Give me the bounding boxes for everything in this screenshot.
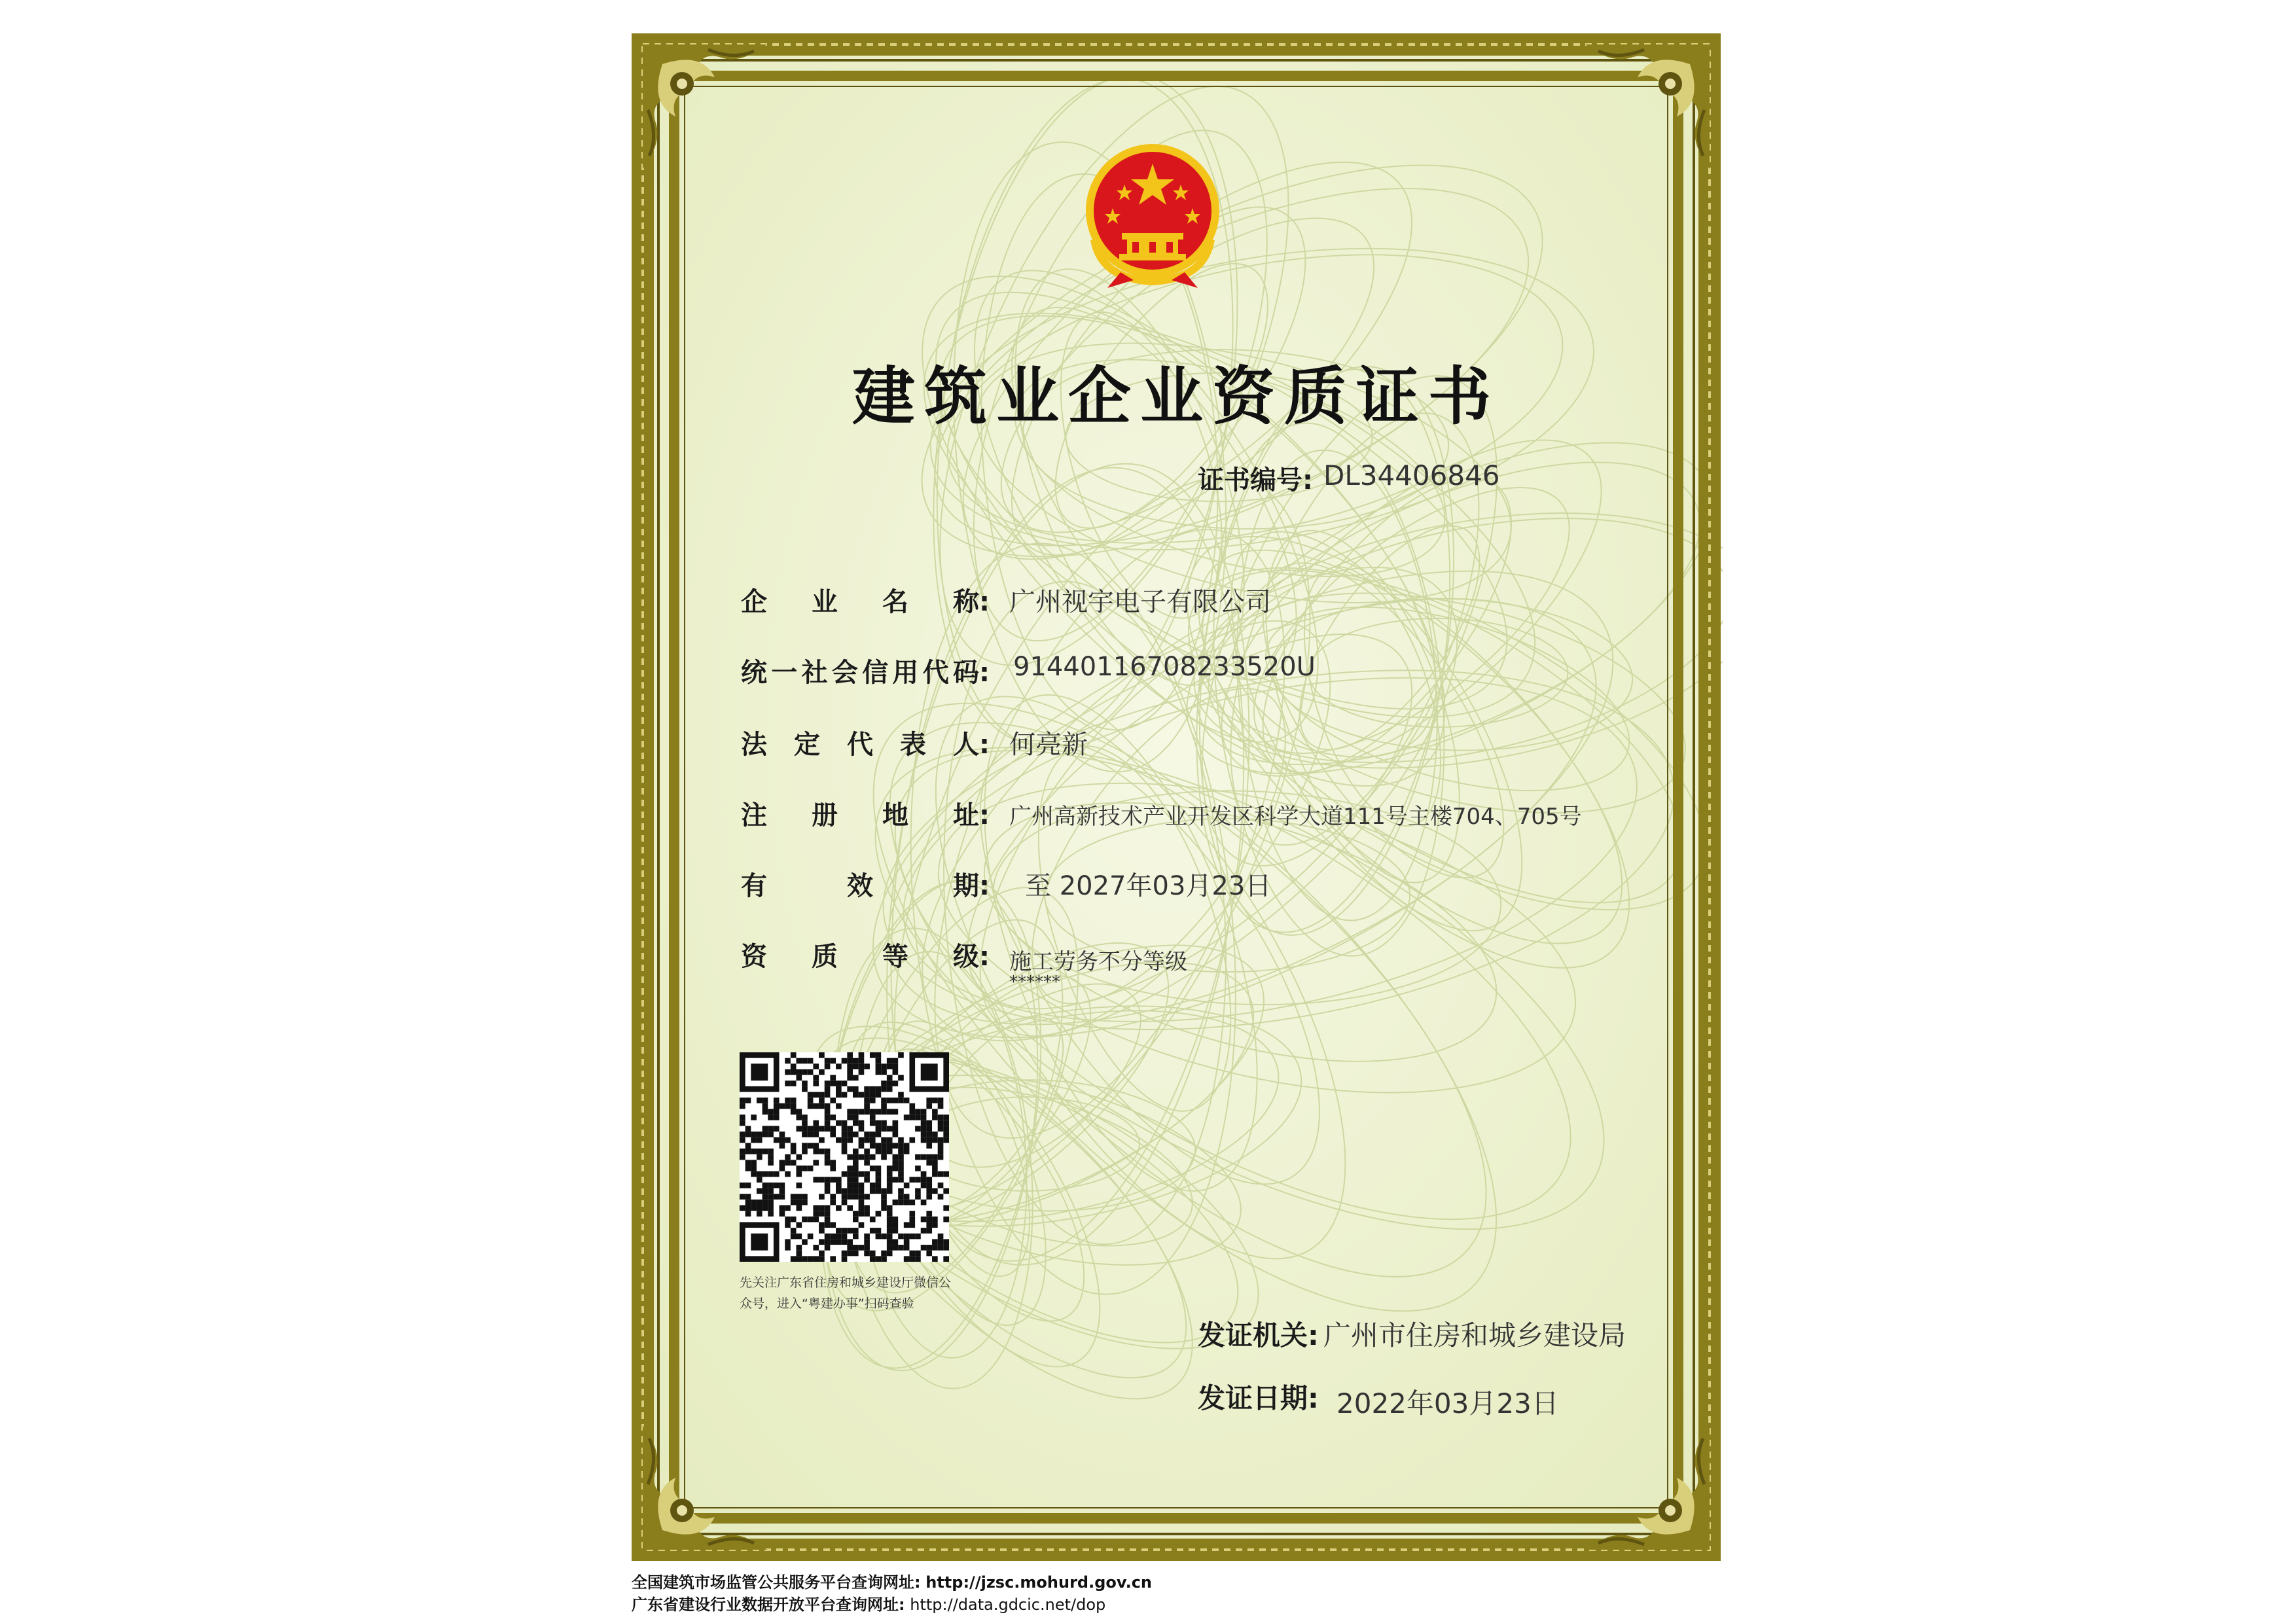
credit-code-label: 统 一 社 会 信 用 代 码:	[741, 658, 990, 688]
qr-caption: 先关注广东省住房和城乡建设厅微信公众号，进入“粤建办事”扫码查验	[740, 1275, 952, 1311]
legal-rep-value: 何亮新	[1009, 730, 1088, 760]
credit-code-value: 91440116708233520U	[1013, 652, 1316, 682]
issuer-value: 广州市住房和城乡建设局	[1323, 1319, 1626, 1351]
footer-line-2	[632, 1592, 1105, 1614]
company-name-value: 广州视宇电子有限公司	[1009, 587, 1271, 617]
validity-value: 至 2027年03月23日	[1025, 871, 1272, 901]
grade-value: 施工劳务不分等级	[1009, 949, 1187, 975]
cert-no-label: 证书编号:	[1198, 465, 1313, 495]
footer-line-2-label: 广东省建设行业数据开放平台查询网址:	[632, 1596, 905, 1614]
legal-rep-label: 法 定 代 表 人:	[741, 730, 990, 760]
address-value: 广州高新技术产业开发区科学大道111号主楼704、705号	[1009, 804, 1582, 830]
footer-line-2-url[interactable]: http://data.gdcic.net/dop	[910, 1596, 1106, 1614]
cert-no-value: DL34406846	[1323, 459, 1500, 491]
certificate-title: 建筑业企业资质证书	[852, 360, 1500, 433]
issue-date-label: 发证日期:	[1198, 1382, 1319, 1414]
footer-line-1-url[interactable]: http://jzsc.mohurd.gov.cn	[925, 1573, 1152, 1592]
footer-line-1-label: 全国建筑市场监管公共服务平台查询网址:	[632, 1573, 921, 1592]
issue-date-value: 2022年03月23日	[1336, 1387, 1559, 1419]
certificate	[630, 31, 1723, 1563]
issuer-label: 发证机关:	[1198, 1319, 1319, 1351]
national-emblem-icon	[1081, 141, 1224, 289]
grade-mark: ******	[1009, 972, 1060, 992]
company-name-label: 企 业 名 称:	[741, 587, 990, 617]
validity-label: 有 效 期:	[741, 871, 990, 901]
footer-line-1	[632, 1569, 1152, 1592]
address-label: 注 册 地 址:	[741, 800, 990, 830]
grade-label: 资 质 等 级:	[741, 942, 990, 972]
qr-code-icon[interactable]	[740, 1052, 949, 1262]
